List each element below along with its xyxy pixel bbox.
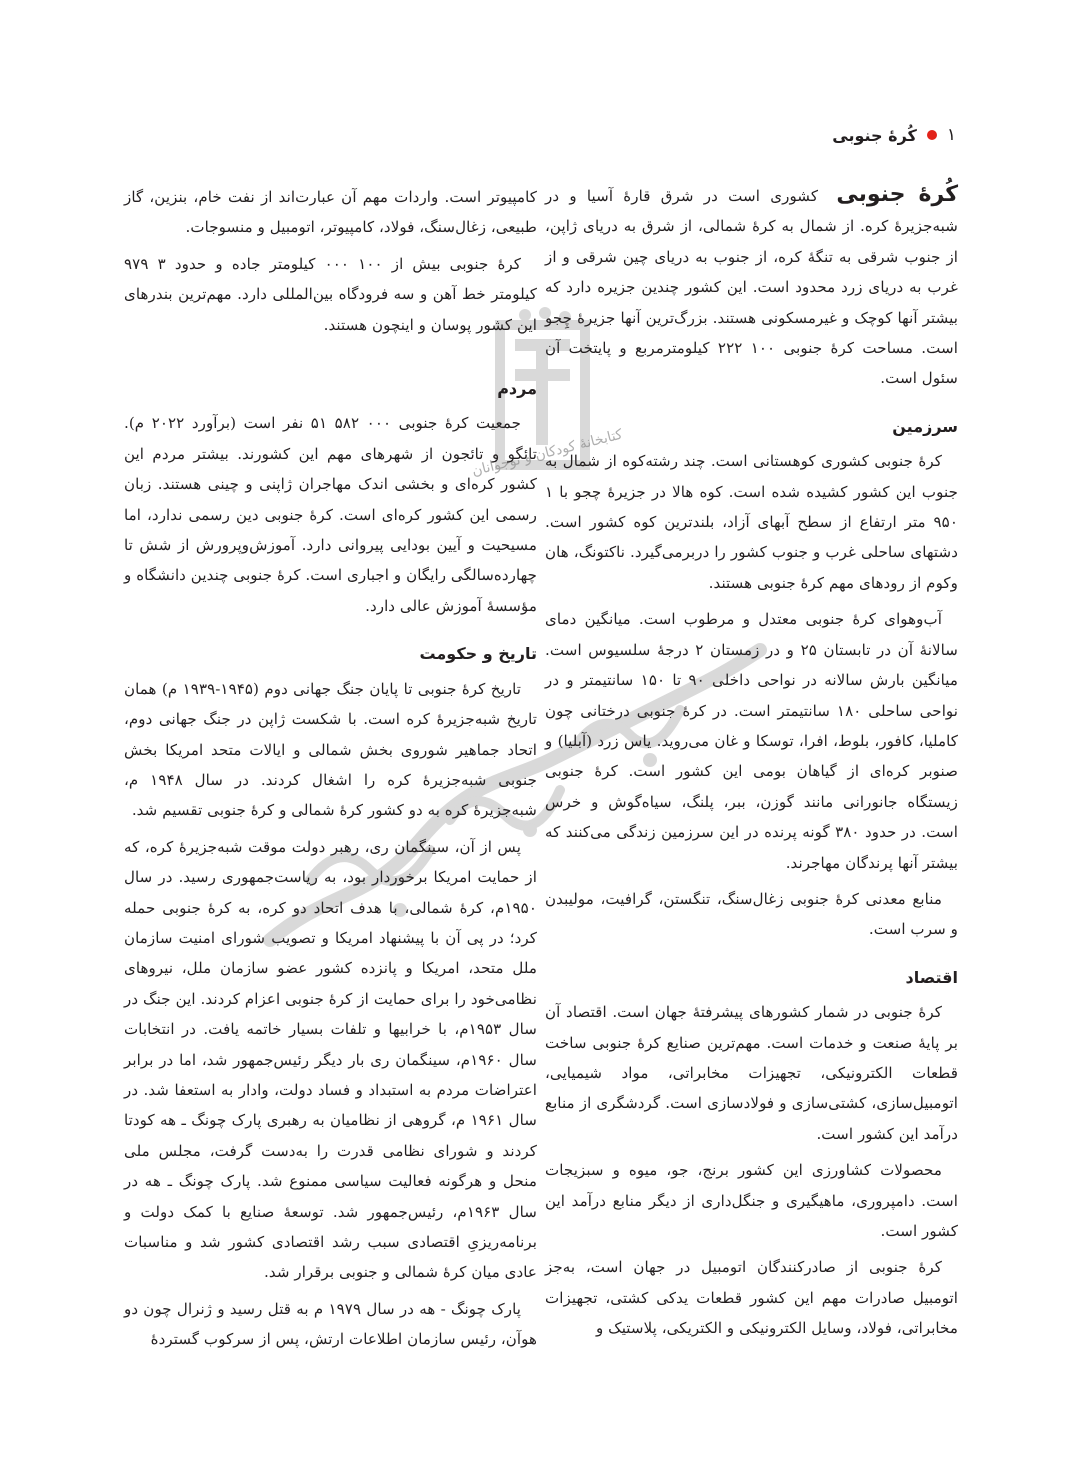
entry-title: کُرهٔ جنوبی [836,182,958,207]
people-paragraph: جمعیت کرهٔ جنوبی ۰۰۰ ۵۸۲ ۵۱ نفر است (برآورد ۲۰۲۲ م). تائگو و تائجون از شهرهای مهم این کشورند. بیشتر مردم این کشور کره‌ای و بخشی اندک مهاجران ژاپنی و چینی هستند. زبان رسمی این کشور کره‌ای است. کرهٔ جنوبی دین رسمی ندارد، اما مسیحیت و آیین بودایی پیروانی دارد. آموزش‌وپرورش از شش تا چهارده‌سالگی رایگان و اجباری است. کرهٔ جنوبی چندین دانشگاه و مؤسسهٔ آموزش عالی دارد. [124,414,537,615]
exports-continuation: کامپیوتر است. واردات مهم آن عبارت‌اند از نفت خام، بنزین، گاز طبیعی، زغال‌سنگ، فولاد، کامپیوتر، اتومبیل و منسوجات. [124,188,537,237]
economy-paragraph-2: محصولات کشاورزی این کشور برنج، جو، میوه و سبزیجات است. دامپروری، ماهیگیری و جنگل‌داری از دیگر منابع درآمد این کشور است. [545,1161,958,1240]
watermark-caption: کتابخانهٔ کودکان و نوجوانان [470,426,625,480]
page-header [832,120,956,150]
land-paragraph-1: کرهٔ جنوبی کشوری کوهستانی است. چند رشته‌کوه از شمال به جنوب این کشور کشیده شده است. کوه هالا در جزیرهٔ چجو با ۱ ۹۵۰ متر ارتفاع از سطح آبهای آزاد، بلندترین کوه کشور است. دشتهای ساحلی غرب و جنوب کشور را دربرمی‌گیرد. ناکتونگ، هان وکوم از رودهای مهم کرهٔ جنوبی هستند. [545,452,958,592]
page-number: ۱ [946,125,956,145]
intro-paragraph [545,180,958,394]
section-heading-land: سرزمین [892,416,958,436]
left-column [124,182,537,1361]
history-paragraph-3: پارک چونگ - هه در سال ۱۹۷۹ م به قتل رسید و ژنرال چون دو هوآن، رئیس سازمان اطلاعات ارتش، پس از سرکوب گستردهٔ [124,1299,537,1349]
land-paragraph-3: منابع معدنی کرهٔ جنوبی زغال‌سنگ، تنگستن، گرافیت، مولیبدن و سرب است. [545,889,958,939]
running-title: کُرهٔ جنوبی [832,125,917,145]
land-paragraph-2: آب‌وهوای کرهٔ جنوبی معتدل و مرطوب است. میانگین دمای سالانهٔ آن در تابستان ۲۵ و در زمستان ۲ درجهٔ سلسیوس است. میانگین بارش سالانه در نواحی داخلی ۹۰ تا ۱۵۰ سانتیمتر و در نواحی ساحلی ۱۸۰ سانتیمتر است. در کرهٔ جنوبی درختانی چون کاملیا، کافور، بلوط، افرا، توسکا و غان می‌روید. یاس زرد (آبلیا) و صنوبر کره‌ای از گیاهان بومی این کشور است. کرهٔ جنوبی زیستگاه جانورانی مانند گوزن، ببر، پلنگ، سیاه‌گوش و خرس است. در حدود ۳۸۰ گونه پرنده در این سرزمین زندگی می‌کنند که بیشتر آنها پرندگان مهاجرند. [545,610,959,872]
red-bullet-icon [927,130,937,140]
economy-paragraph-1: کرهٔ جنوبی در شمار کشورهای پیشرفتهٔ جهان است. اقتصاد آن بر پایهٔ صنعت و خدمات است. مهم‌ترین صنایع کرهٔ جنوبی ساخت قطعات الکترونیکی، تجهیزات مخابراتی، مواد شیمیایی، اتومبیل‌سازی، کشتی‌سازی و فولادسازی است. گردشگری از منابع درآمد این کشور است. [545,1003,958,1143]
section-heading-economy: اقتصاد [905,967,958,987]
section-heading-history: تاریخ و حکومت [419,644,537,664]
intro-text: کشوری است در شرق قارهٔ آسیا و در شبه‌جزیرهٔ کره. از شمال به کرهٔ شمالی، از شرق به دریای ژاپن، از جنوب شرقی به تنگهٔ کره، از جنوب به دریای چین شرقی و از غرب به دریای زرد محدود است. این کشور چندین جزیره دارد که بیشتر آنها کوچک و غیرمسکونی هستند. بزرگ‌ترین آنها جزیرهٔ چِجو است. مساحت کرهٔ جنوبی ۱۰۰ ۲۲۲ کیلومترمربع و پایتخت آن سئول است. [545,187,958,388]
history-paragraph-2: پس از آن، سینگمان ری، رهبر دولت موقت شبه‌جزیرهٔ کره، که از حمایت امریکا برخوردار بود، به ریاست‌جمهوری رسید. در سال ۱۹۵۰م، کرهٔ شمالی، با هدف اتحاد دو کره، به کرهٔ جنوبی حمله کرد؛ در پی آن با پیشنهاد امریکا و تصویب شورای امنیت سازمان ملل متحد، امریکا و پانزده کشور عضو سازمان ملل، نیروهای نظامی‌خود را برای حمایت از کرهٔ جنوبی اعزام کردند. این جنگ در سال ۱۹۵۳م، با خرابیها و تلفات بسیار خاتمه یافت. در انتخابات سال ۱۹۶۰م، سینگمان ری بار دیگر رئیس‌جمهور شد، اما در برابر اعتراضات مردم به استبداد و فساد دولت، وادار به استعفا شد. در سال ۱۹۶۱ م، گروهی از نظامیان به رهبری پارک چونگ ـ هه کودتا کردند و شورای نظامی قدرت را به‌دست گرفت، مجلس ملی منحل و هرگونه فعالیت سیاسی ممنوع شد. پارک چونگ ـ هه در سال ۱۹۶۳م، رئیس‌جمهور شد. توسعهٔ صنایع با کمک دولت و برنامه‌ریزیِ اقتصادی سبب رشد اقتصادی کشور شد و مناسبات عادی میان کرهٔ شمالی و جنوبی برقرار شد. [124,837,537,1282]
economy-paragraph-3: کرهٔ جنوبی از صادرکنندگان اتومبیل در جهان است، به‌جز اتومبیل صادرات مهم این کشور قطعات یدکی کشتی، تجهیزات مخابراتی، فولاد، وسایل الکترونیکی و الکتریکی، پلاستیک و [545,1258,958,1338]
section-heading-people: مردم [497,379,537,399]
history-paragraph-1: تاریخ کرهٔ جنوبی تا پایان جنگ جهانی دوم (۱۹۴۵-۱۹۳۹ م) همان تاریخ شبه‌جزیرهٔ کره است. با شکست ژاپن در جنگ جهانی دوم، اتحاد جماهیر شوروی بخش شمالی و ایالات متحد امریکا بخش جنوبی شبه‌جزیرهٔ کره را اشغال کردند. در سال ۱۹۴۸ م، شبه‌جزیرهٔ کره به دو کشور کرهٔ شمالی و کرهٔ جنوبی تقسیم شد. [124,679,537,820]
right-column [545,180,958,1350]
transport-paragraph: کرهٔ جنوبی بیش از ۱۰۰ ۰۰۰ کیلومتر جاده و حدود ۳ ۹۷۹ کیلومتر خط آهن و سه فرودگاه بین‌المللی دارد. مهم‌ترین بندرهای این کشور پوسان و اینچون هستند. [124,254,537,334]
